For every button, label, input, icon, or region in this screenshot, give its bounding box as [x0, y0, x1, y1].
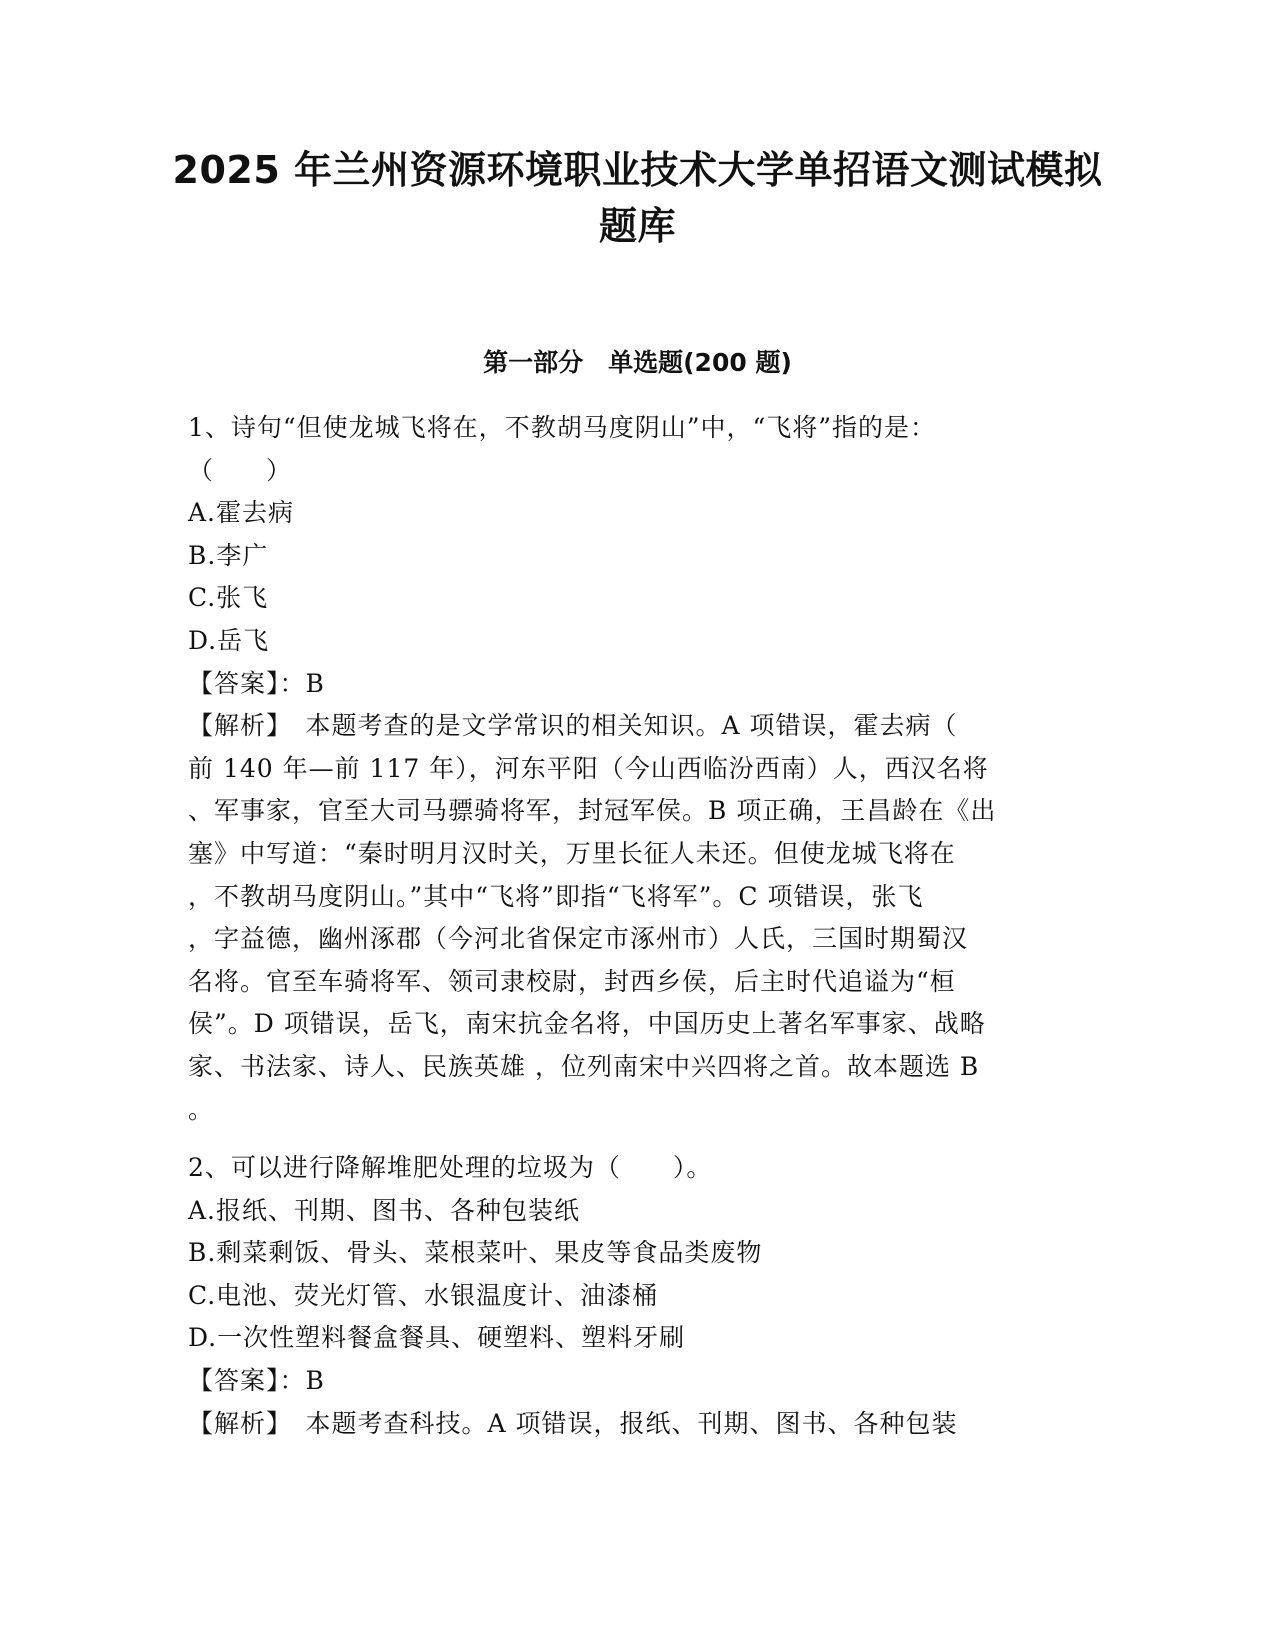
analysis-line: ，不教胡马度阴山。”其中“飞将”即指“飞将军”。C 项错误，张飞 — [188, 881, 924, 911]
question-2 — [188, 1147, 1078, 1445]
answer: 【答案】：B — [188, 1366, 325, 1396]
option-c: C.张飞 — [188, 583, 269, 613]
question-stem: 2、可以进行降解堆肥处理的垃圾为（ ）。 — [188, 1153, 713, 1183]
question-list — [188, 407, 1078, 1445]
option-b: B.剩菜剩饭、骨头、菜根菜叶、果皮等食品类废物 — [188, 1238, 763, 1268]
analysis-line: 塞》中写道：“秦时明月汉时关，万里长征人未还。但使龙城飞将在 — [188, 838, 956, 868]
option-b: B.李广 — [188, 540, 269, 570]
title-line-1: 2025 年兰州资源环境职业技术大学单招语文测试模拟 — [172, 148, 1103, 192]
question-stem-continued: （ ） — [188, 455, 293, 485]
analysis-line: ，字益德，幽州涿郡（今河北省保定市涿州市）人氏，三国时期蜀汉 — [188, 924, 969, 954]
option-c: C.电池、荧光灯管、水银温度计、油漆桶 — [188, 1280, 659, 1310]
question-1 — [188, 407, 1078, 1131]
analysis-line: 前 140 年—前 117 年），河东平阳（今山西临汾西南）人，西汉名将 — [188, 753, 989, 783]
question-spacer — [188, 1131, 1078, 1147]
analysis-line: 【解析】 本题考查科技。A 项错误，报纸、刊期、图书、各种包装 — [188, 1408, 958, 1438]
option-d: D.一次性塑料餐盒餐具、硬塑料、塑料牙刷 — [188, 1323, 686, 1353]
option-a: A.霍去病 — [188, 498, 295, 528]
answer: 【答案】：B — [188, 668, 325, 698]
analysis-line: 。 — [188, 1094, 215, 1124]
section-heading: 第一部分 单选题(200 题) — [483, 348, 792, 377]
analysis-line: 名将。官至车骑将军、领司隶校尉，封西乡侯，后主时代追谥为“桓 — [188, 966, 956, 996]
question-stem: 1、诗句“但使龙城飞将在，不教胡马度阴山”中，“飞将”指的是： — [188, 413, 937, 442]
analysis-line: 【解析】 本题考查的是文学常识的相关知识。A 项错误，霍去病（ — [188, 711, 958, 741]
option-d: D.岳飞 — [188, 625, 270, 655]
analysis-line: 、军事家，官至大司马骠骑将军，封冠军侯。B 项正确，王昌龄在《出 — [188, 796, 997, 826]
analysis-line: 家、书法家、诗人、民族英雄 ，位列南宋中兴四将之首。故本题选 B — [188, 1051, 980, 1081]
analysis-line: 侯”。D 项错误，岳飞，南宋抗金名将，中国历史上著名军事家、战略 — [188, 1009, 986, 1039]
title-line-2: 题库 — [598, 204, 676, 248]
document-title — [120, 142, 1155, 254]
option-a: A.报纸、刊期、图书、各种包装纸 — [188, 1195, 581, 1225]
